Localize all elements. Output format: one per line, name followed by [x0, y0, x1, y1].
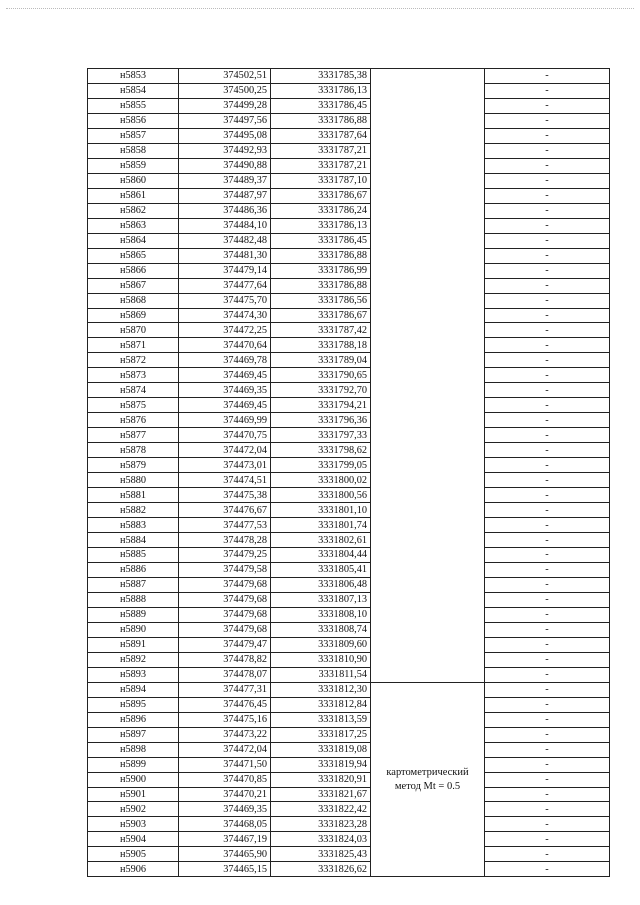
note-dash-cell: -: [485, 158, 610, 173]
table-row: [88, 473, 610, 488]
y-coordinate-cell: 3331790,65: [271, 368, 371, 383]
x-coordinate-cell: 374479,47: [179, 637, 271, 652]
method-cell: [371, 682, 485, 877]
note-dash-cell: -: [485, 323, 610, 338]
y-coordinate-cell: 3331786,45: [271, 98, 371, 113]
note-dash-cell: -: [485, 652, 610, 667]
y-coordinate-cell: 3331826,62: [271, 862, 371, 877]
note-dash-cell: -: [485, 607, 610, 622]
note-dash-cell: -: [485, 203, 610, 218]
note-dash-cell: -: [485, 278, 610, 293]
note-dash-cell: -: [485, 308, 610, 323]
table-row: [88, 248, 610, 263]
table-row: [88, 592, 610, 607]
y-coordinate-cell: 3331787,21: [271, 158, 371, 173]
x-coordinate-cell: 374475,70: [179, 293, 271, 308]
note-dash-cell: -: [485, 817, 610, 832]
x-coordinate-cell: 374474,30: [179, 308, 271, 323]
point-id-cell: н5897: [88, 727, 179, 742]
y-coordinate-cell: 3331808,10: [271, 607, 371, 622]
note-dash-cell: -: [485, 218, 610, 233]
point-id-cell: н5858: [88, 143, 179, 158]
x-coordinate-cell: 374502,51: [179, 69, 271, 84]
note-dash-cell: -: [485, 712, 610, 727]
note-dash-cell: -: [485, 383, 610, 398]
point-id-cell: н5879: [88, 458, 179, 473]
note-dash-cell: -: [485, 742, 610, 757]
y-coordinate-cell: 3331823,28: [271, 817, 371, 832]
y-coordinate-cell: 3331809,60: [271, 637, 371, 652]
note-dash-cell: -: [485, 533, 610, 548]
y-coordinate-cell: 3331787,21: [271, 143, 371, 158]
x-coordinate-cell: 374486,36: [179, 203, 271, 218]
y-coordinate-cell: 3331786,13: [271, 218, 371, 233]
note-dash-cell: -: [485, 772, 610, 787]
x-coordinate-cell: 374465,15: [179, 862, 271, 877]
x-coordinate-cell: 374473,22: [179, 727, 271, 742]
table-row: [88, 488, 610, 503]
note-dash-cell: -: [485, 862, 610, 877]
x-coordinate-cell: 374469,78: [179, 353, 271, 368]
x-coordinate-cell: 374475,38: [179, 488, 271, 503]
table-row: [88, 323, 610, 338]
x-coordinate-cell: 374469,35: [179, 383, 271, 398]
note-dash-cell: -: [485, 518, 610, 533]
note-dash-cell: -: [485, 368, 610, 383]
point-id-cell: н5888: [88, 592, 179, 607]
x-coordinate-cell: 374469,99: [179, 413, 271, 428]
note-dash-cell: -: [485, 263, 610, 278]
x-coordinate-cell: 374478,82: [179, 652, 271, 667]
table-row: [88, 533, 610, 548]
x-coordinate-cell: 374469,45: [179, 398, 271, 413]
coordinates-table-body: [88, 69, 610, 877]
point-id-cell: н5892: [88, 652, 179, 667]
point-id-cell: н5876: [88, 413, 179, 428]
table-row: [88, 278, 610, 293]
y-coordinate-cell: 3331817,25: [271, 727, 371, 742]
table-row: [88, 143, 610, 158]
y-coordinate-cell: 3331786,88: [271, 248, 371, 263]
y-coordinate-cell: 3331786,67: [271, 308, 371, 323]
y-coordinate-cell: 3331812,84: [271, 697, 371, 712]
table-row: [88, 637, 610, 652]
point-id-cell: н5885: [88, 548, 179, 563]
y-coordinate-cell: 3331798,62: [271, 443, 371, 458]
x-coordinate-cell: 374479,68: [179, 592, 271, 607]
x-coordinate-cell: 374482,48: [179, 233, 271, 248]
point-id-cell: н5871: [88, 338, 179, 353]
table-row: [88, 83, 610, 98]
table-row: [88, 368, 610, 383]
y-coordinate-cell: 3331825,43: [271, 847, 371, 862]
point-id-cell: н5887: [88, 577, 179, 592]
table-row: [88, 862, 610, 877]
x-coordinate-cell: 374495,08: [179, 128, 271, 143]
point-id-cell: н5884: [88, 533, 179, 548]
point-id-cell: н5875: [88, 398, 179, 413]
point-id-cell: н5857: [88, 128, 179, 143]
y-coordinate-cell: 3331787,42: [271, 323, 371, 338]
x-coordinate-cell: 374487,97: [179, 188, 271, 203]
x-coordinate-cell: 374484,10: [179, 218, 271, 233]
page-top-scan-edge: [6, 8, 634, 9]
y-coordinate-cell: 3331787,10: [271, 173, 371, 188]
y-coordinate-cell: 3331824,03: [271, 832, 371, 847]
note-dash-cell: -: [485, 787, 610, 802]
table-row: [88, 832, 610, 847]
point-id-cell: н5880: [88, 473, 179, 488]
x-coordinate-cell: 374465,90: [179, 847, 271, 862]
table-row: [88, 203, 610, 218]
table-row: [88, 622, 610, 637]
y-coordinate-cell: 3331797,33: [271, 428, 371, 443]
y-coordinate-cell: 3331819,08: [271, 742, 371, 757]
y-coordinate-cell: 3331786,56: [271, 293, 371, 308]
y-coordinate-cell: 3331801,10: [271, 503, 371, 518]
note-dash-cell: -: [485, 128, 610, 143]
table-row: [88, 607, 610, 622]
point-id-cell: н5901: [88, 787, 179, 802]
y-coordinate-cell: 3331786,88: [271, 278, 371, 293]
point-id-cell: н5883: [88, 518, 179, 533]
point-id-cell: н5870: [88, 323, 179, 338]
table-row: [88, 817, 610, 832]
table-row: [88, 113, 610, 128]
note-dash-cell: -: [485, 98, 610, 113]
y-coordinate-cell: 3331801,74: [271, 518, 371, 533]
point-id-cell: н5904: [88, 832, 179, 847]
y-coordinate-cell: 3331820,91: [271, 772, 371, 787]
point-id-cell: н5891: [88, 637, 179, 652]
x-coordinate-cell: 374479,68: [179, 622, 271, 637]
table-row: [88, 802, 610, 817]
note-dash-cell: -: [485, 577, 610, 592]
note-dash-cell: -: [485, 443, 610, 458]
table-row: [88, 847, 610, 862]
x-coordinate-cell: 374476,45: [179, 697, 271, 712]
x-coordinate-cell: 374470,64: [179, 338, 271, 353]
table-row: [88, 173, 610, 188]
x-coordinate-cell: 374469,35: [179, 802, 271, 817]
y-coordinate-cell: 3331794,21: [271, 398, 371, 413]
table-row: [88, 772, 610, 787]
note-dash-cell: -: [485, 293, 610, 308]
point-id-cell: н5860: [88, 173, 179, 188]
note-dash-cell: -: [485, 473, 610, 488]
table-row: [88, 787, 610, 802]
table-row: [88, 98, 610, 113]
x-coordinate-cell: 374470,85: [179, 772, 271, 787]
x-coordinate-cell: 374492,93: [179, 143, 271, 158]
coordinates-table: [87, 68, 610, 877]
table-row: [88, 548, 610, 563]
note-dash-cell: -: [485, 637, 610, 652]
point-id-cell: н5902: [88, 802, 179, 817]
note-dash-cell: -: [485, 667, 610, 682]
table-row: [88, 503, 610, 518]
note-dash-cell: -: [485, 398, 610, 413]
point-id-cell: н5863: [88, 218, 179, 233]
x-coordinate-cell: 374499,28: [179, 98, 271, 113]
point-id-cell: н5864: [88, 233, 179, 248]
point-id-cell: н5856: [88, 113, 179, 128]
point-id-cell: н5861: [88, 188, 179, 203]
point-id-cell: н5868: [88, 293, 179, 308]
y-coordinate-cell: 3331819,94: [271, 757, 371, 772]
y-coordinate-cell: 3331800,02: [271, 473, 371, 488]
y-coordinate-cell: 3331792,70: [271, 383, 371, 398]
y-coordinate-cell: 3331799,05: [271, 458, 371, 473]
table-row: [88, 742, 610, 757]
point-id-cell: н5866: [88, 263, 179, 278]
note-dash-cell: -: [485, 143, 610, 158]
x-coordinate-cell: 374490,88: [179, 158, 271, 173]
x-coordinate-cell: 374469,45: [179, 368, 271, 383]
table-row: [88, 233, 610, 248]
point-id-cell: н5898: [88, 742, 179, 757]
y-coordinate-cell: 3331786,99: [271, 263, 371, 278]
table-row: [88, 562, 610, 577]
table-row: [88, 188, 610, 203]
method-accuracy-text: метод Mt = 0.5: [394, 780, 461, 792]
table-row: [88, 413, 610, 428]
note-dash-cell: -: [485, 847, 610, 862]
table-row: [88, 398, 610, 413]
note-dash-cell: -: [485, 622, 610, 637]
table-row: [88, 682, 610, 697]
note-dash-cell: -: [485, 83, 610, 98]
table-row: [88, 158, 610, 173]
point-id-cell: н5882: [88, 503, 179, 518]
x-coordinate-cell: 374477,53: [179, 518, 271, 533]
note-dash-cell: -: [485, 173, 610, 188]
point-id-cell: н5889: [88, 607, 179, 622]
y-coordinate-cell: 3331812,30: [271, 682, 371, 697]
point-id-cell: н5881: [88, 488, 179, 503]
point-id-cell: н5859: [88, 158, 179, 173]
table-row: [88, 652, 610, 667]
y-coordinate-cell: 3331810,90: [271, 652, 371, 667]
note-dash-cell: -: [485, 562, 610, 577]
point-id-cell: н5869: [88, 308, 179, 323]
table-row: [88, 383, 610, 398]
point-id-cell: н5878: [88, 443, 179, 458]
y-coordinate-cell: 3331811,54: [271, 667, 371, 682]
table-row: [88, 577, 610, 592]
x-coordinate-cell: 374472,04: [179, 443, 271, 458]
point-id-cell: н5855: [88, 98, 179, 113]
table-row: [88, 353, 610, 368]
y-coordinate-cell: 3331786,45: [271, 233, 371, 248]
y-coordinate-cell: 3331787,64: [271, 128, 371, 143]
table-row: [88, 757, 610, 772]
x-coordinate-cell: 374477,31: [179, 682, 271, 697]
x-coordinate-cell: 374478,07: [179, 667, 271, 682]
x-coordinate-cell: 374470,21: [179, 787, 271, 802]
x-coordinate-cell: 374489,37: [179, 173, 271, 188]
y-coordinate-cell: 3331802,61: [271, 533, 371, 548]
point-id-cell: н5872: [88, 353, 179, 368]
y-coordinate-cell: 3331805,41: [271, 562, 371, 577]
y-coordinate-cell: 3331789,04: [271, 353, 371, 368]
point-id-cell: н5905: [88, 847, 179, 862]
table-row: [88, 218, 610, 233]
point-id-cell: н5865: [88, 248, 179, 263]
method-cell-empty: [371, 69, 485, 683]
table-row: [88, 712, 610, 727]
note-dash-cell: -: [485, 69, 610, 84]
y-coordinate-cell: 3331796,36: [271, 413, 371, 428]
note-dash-cell: -: [485, 757, 610, 772]
note-dash-cell: -: [485, 233, 610, 248]
x-coordinate-cell: 374467,19: [179, 832, 271, 847]
x-coordinate-cell: 374470,75: [179, 428, 271, 443]
method-name-text: картометрический: [386, 766, 469, 778]
point-id-cell: н5900: [88, 772, 179, 787]
point-id-cell: н5890: [88, 622, 179, 637]
point-id-cell: н5903: [88, 817, 179, 832]
table-row: [88, 667, 610, 682]
note-dash-cell: -: [485, 697, 610, 712]
x-coordinate-cell: 374500,25: [179, 83, 271, 98]
x-coordinate-cell: 374479,58: [179, 562, 271, 577]
x-coordinate-cell: 374468,05: [179, 817, 271, 832]
table-row: [88, 128, 610, 143]
note-dash-cell: -: [485, 188, 610, 203]
x-coordinate-cell: 374479,68: [179, 607, 271, 622]
x-coordinate-cell: 374471,50: [179, 757, 271, 772]
y-coordinate-cell: 3331822,42: [271, 802, 371, 817]
note-dash-cell: -: [485, 682, 610, 697]
x-coordinate-cell: 374479,14: [179, 263, 271, 278]
point-id-cell: н5862: [88, 203, 179, 218]
point-id-cell: н5896: [88, 712, 179, 727]
x-coordinate-cell: 374472,25: [179, 323, 271, 338]
table-row: [88, 293, 610, 308]
x-coordinate-cell: 374479,25: [179, 548, 271, 563]
y-coordinate-cell: 3331786,67: [271, 188, 371, 203]
x-coordinate-cell: 374472,04: [179, 742, 271, 757]
table-row: [88, 308, 610, 323]
x-coordinate-cell: 374474,51: [179, 473, 271, 488]
point-id-cell: н5877: [88, 428, 179, 443]
y-coordinate-cell: 3331786,13: [271, 83, 371, 98]
note-dash-cell: -: [485, 248, 610, 263]
point-id-cell: н5886: [88, 562, 179, 577]
table-row: [88, 727, 610, 742]
point-id-cell: н5895: [88, 697, 179, 712]
x-coordinate-cell: 374477,64: [179, 278, 271, 293]
point-id-cell: н5899: [88, 757, 179, 772]
point-id-cell: н5894: [88, 682, 179, 697]
y-coordinate-cell: 3331813,59: [271, 712, 371, 727]
point-id-cell: н5867: [88, 278, 179, 293]
x-coordinate-cell: 374479,68: [179, 577, 271, 592]
y-coordinate-cell: 3331807,13: [271, 592, 371, 607]
y-coordinate-cell: 3331808,74: [271, 622, 371, 637]
point-id-cell: н5873: [88, 368, 179, 383]
y-coordinate-cell: 3331785,38: [271, 69, 371, 84]
note-dash-cell: -: [485, 488, 610, 503]
note-dash-cell: -: [485, 592, 610, 607]
table-row: [88, 428, 610, 443]
x-coordinate-cell: 374497,56: [179, 113, 271, 128]
y-coordinate-cell: 3331786,88: [271, 113, 371, 128]
table-row: [88, 263, 610, 278]
note-dash-cell: -: [485, 832, 610, 847]
y-coordinate-cell: 3331821,67: [271, 787, 371, 802]
x-coordinate-cell: 374475,16: [179, 712, 271, 727]
table-row: [88, 443, 610, 458]
table-row: [88, 69, 610, 84]
y-coordinate-cell: 3331800,56: [271, 488, 371, 503]
table-row: [88, 458, 610, 473]
note-dash-cell: -: [485, 413, 610, 428]
x-coordinate-cell: 374473,01: [179, 458, 271, 473]
point-id-cell: н5906: [88, 862, 179, 877]
y-coordinate-cell: 3331806,48: [271, 577, 371, 592]
note-dash-cell: -: [485, 548, 610, 563]
point-id-cell: н5874: [88, 383, 179, 398]
note-dash-cell: -: [485, 353, 610, 368]
table-row: [88, 518, 610, 533]
x-coordinate-cell: 374481,30: [179, 248, 271, 263]
note-dash-cell: -: [485, 727, 610, 742]
y-coordinate-cell: 3331786,24: [271, 203, 371, 218]
note-dash-cell: -: [485, 113, 610, 128]
note-dash-cell: -: [485, 458, 610, 473]
point-id-cell: н5893: [88, 667, 179, 682]
y-coordinate-cell: 3331804,44: [271, 548, 371, 563]
note-dash-cell: -: [485, 802, 610, 817]
x-coordinate-cell: 374476,67: [179, 503, 271, 518]
y-coordinate-cell: 3331788,18: [271, 338, 371, 353]
point-id-cell: н5854: [88, 83, 179, 98]
point-id-cell: н5853: [88, 69, 179, 84]
table-row: [88, 697, 610, 712]
note-dash-cell: -: [485, 428, 610, 443]
note-dash-cell: -: [485, 338, 610, 353]
x-coordinate-cell: 374478,28: [179, 533, 271, 548]
note-dash-cell: -: [485, 503, 610, 518]
table-row: [88, 338, 610, 353]
